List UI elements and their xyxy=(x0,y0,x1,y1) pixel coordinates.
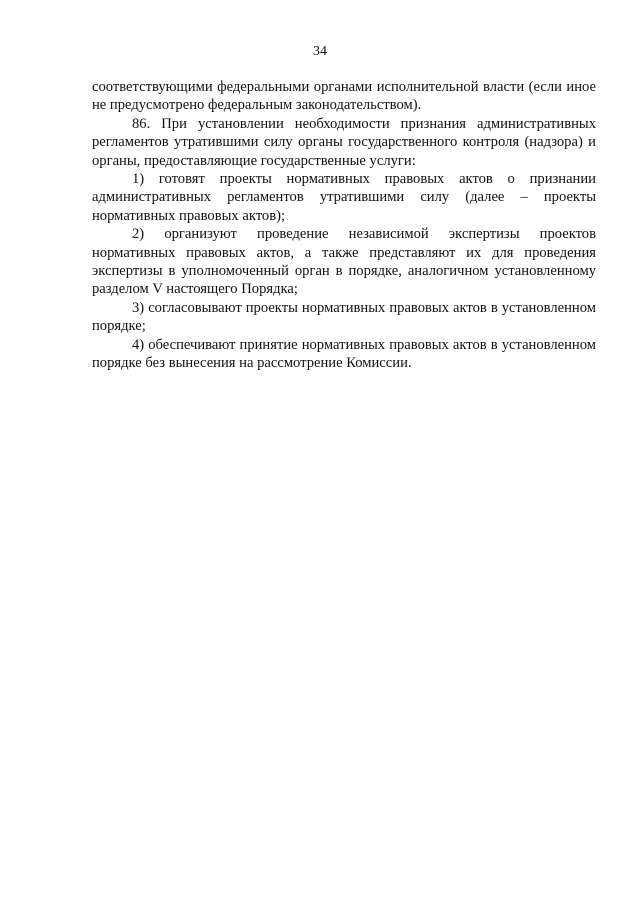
list-item-2: 2) организуют проведение независимой экспертизы проектов нормативных правовых актов, а также представляют их для проведения экспертизы в уполномоченный орган в порядке, аналогичном установленному разделом V настоящего Порядка; xyxy=(92,226,596,298)
paragraph-continuation: соответствующими федеральными органами исполнительной власти (если иное не предусмотрено федеральным законодательством). xyxy=(92,79,596,114)
document-body xyxy=(92,78,596,373)
list-item-3: 3) согласовывают проекты нормативных правовых актов в установленном порядке; xyxy=(92,299,596,335)
list-item-1: 1) готовят проекты нормативных правовых актов о признании административных регламентов утратившими силу (далее – проекты нормативных правовых актов); xyxy=(92,171,596,224)
page-number: 34 xyxy=(313,44,327,59)
paragraph-86: 86. При установлении необходимости признания административных регламентов утратившими силу органы государственного контроля (надзора) и органы, предоставляющие государственные услуги: xyxy=(92,115,596,169)
list-item-4: 4) обеспечивают принятие нормативных правовых актов в установленном порядке без вынесения на рассмотрение Комиссии. xyxy=(92,336,596,372)
